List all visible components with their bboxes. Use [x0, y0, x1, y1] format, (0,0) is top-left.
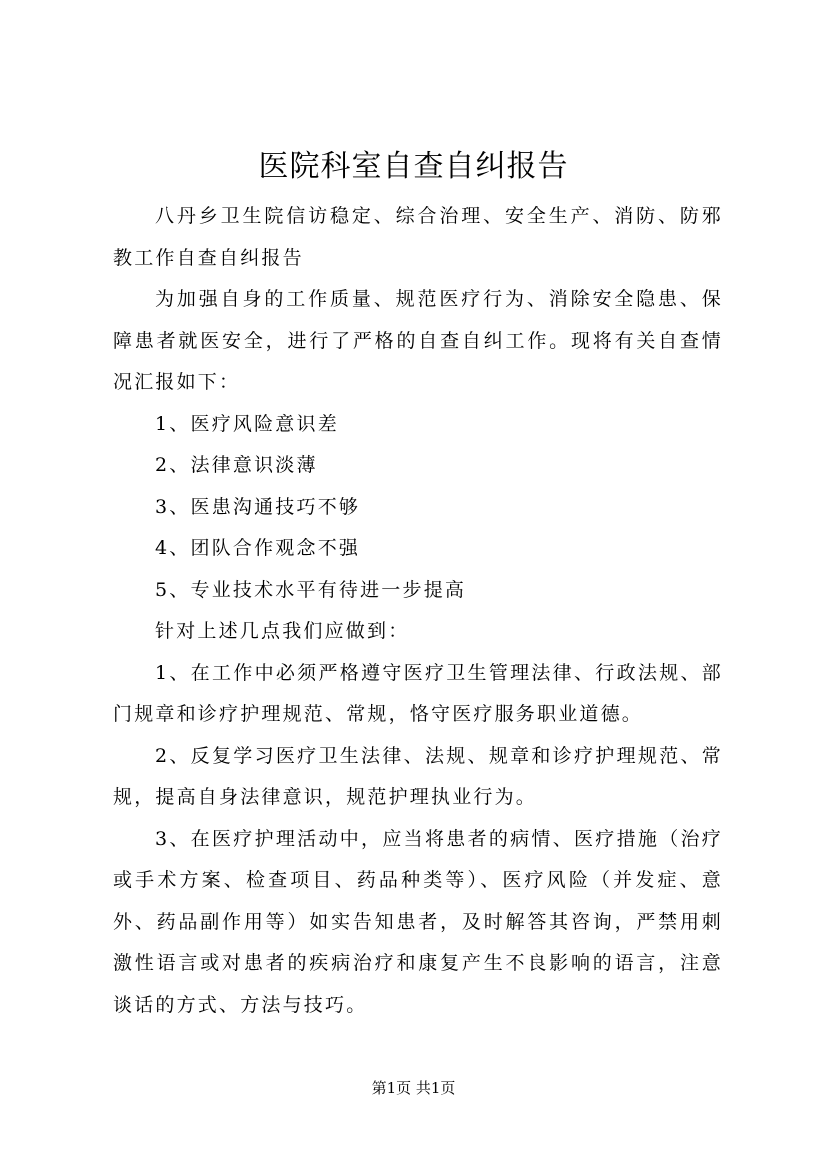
problem-item-2: 2、法律意识淡薄: [155, 454, 318, 476]
paragraph-measures-intro: 针对上述几点我们应做到：: [155, 620, 410, 642]
document-title: 医院科室自查自纠报告: [258, 149, 569, 184]
page-footer: 第1页 共1页: [371, 1079, 456, 1097]
problem-item-3: 3、医患沟通技巧不够: [155, 495, 361, 518]
problem-item-1: 1、医疗风险意识差: [155, 412, 339, 435]
document-body: [113, 196, 723, 1026]
measure-item-2: 2、反复学习医疗卫生法律、法规、规章和诊疗护理规范、常规，提高自身法律意识，规范护理执业行为。: [113, 744, 723, 808]
paragraph-intro-heading: 八丹乡卫生院信访稳定、综合治理、安全生产、消防、防邪教工作自查自纠报告: [113, 205, 723, 269]
paragraph-purpose: 为加强自身的工作质量、规范医疗行为、消除安全隐患、保障患者就医安全，进行了严格的自查自纠工作。现将有关自查情况汇报如下：: [113, 288, 723, 393]
problem-item-4: 4、团队合作观念不强: [155, 537, 361, 559]
problem-item-5: 5、专业技术水平有待进一步提高: [155, 578, 467, 601]
measure-item-1: 1、在工作中必须严格遵守医疗卫生管理法律、行政法规、部门规章和诊疗护理规范、常规，恪守医疗服务职业道德。: [113, 661, 723, 725]
measure-item-3: 3、在医疗护理活动中，应当将患者的病情、医疗措施（治疗或手术方案、检查项目、药品种类等）、医疗风险（并发症、意外、药品副作用等）如实告知患者，及时解答其咨询，严禁用刺激性语言或对患者的疾病治疗和康复产生不良影响的语言，注意谈话的方式、方法与技巧。: [113, 827, 723, 1016]
